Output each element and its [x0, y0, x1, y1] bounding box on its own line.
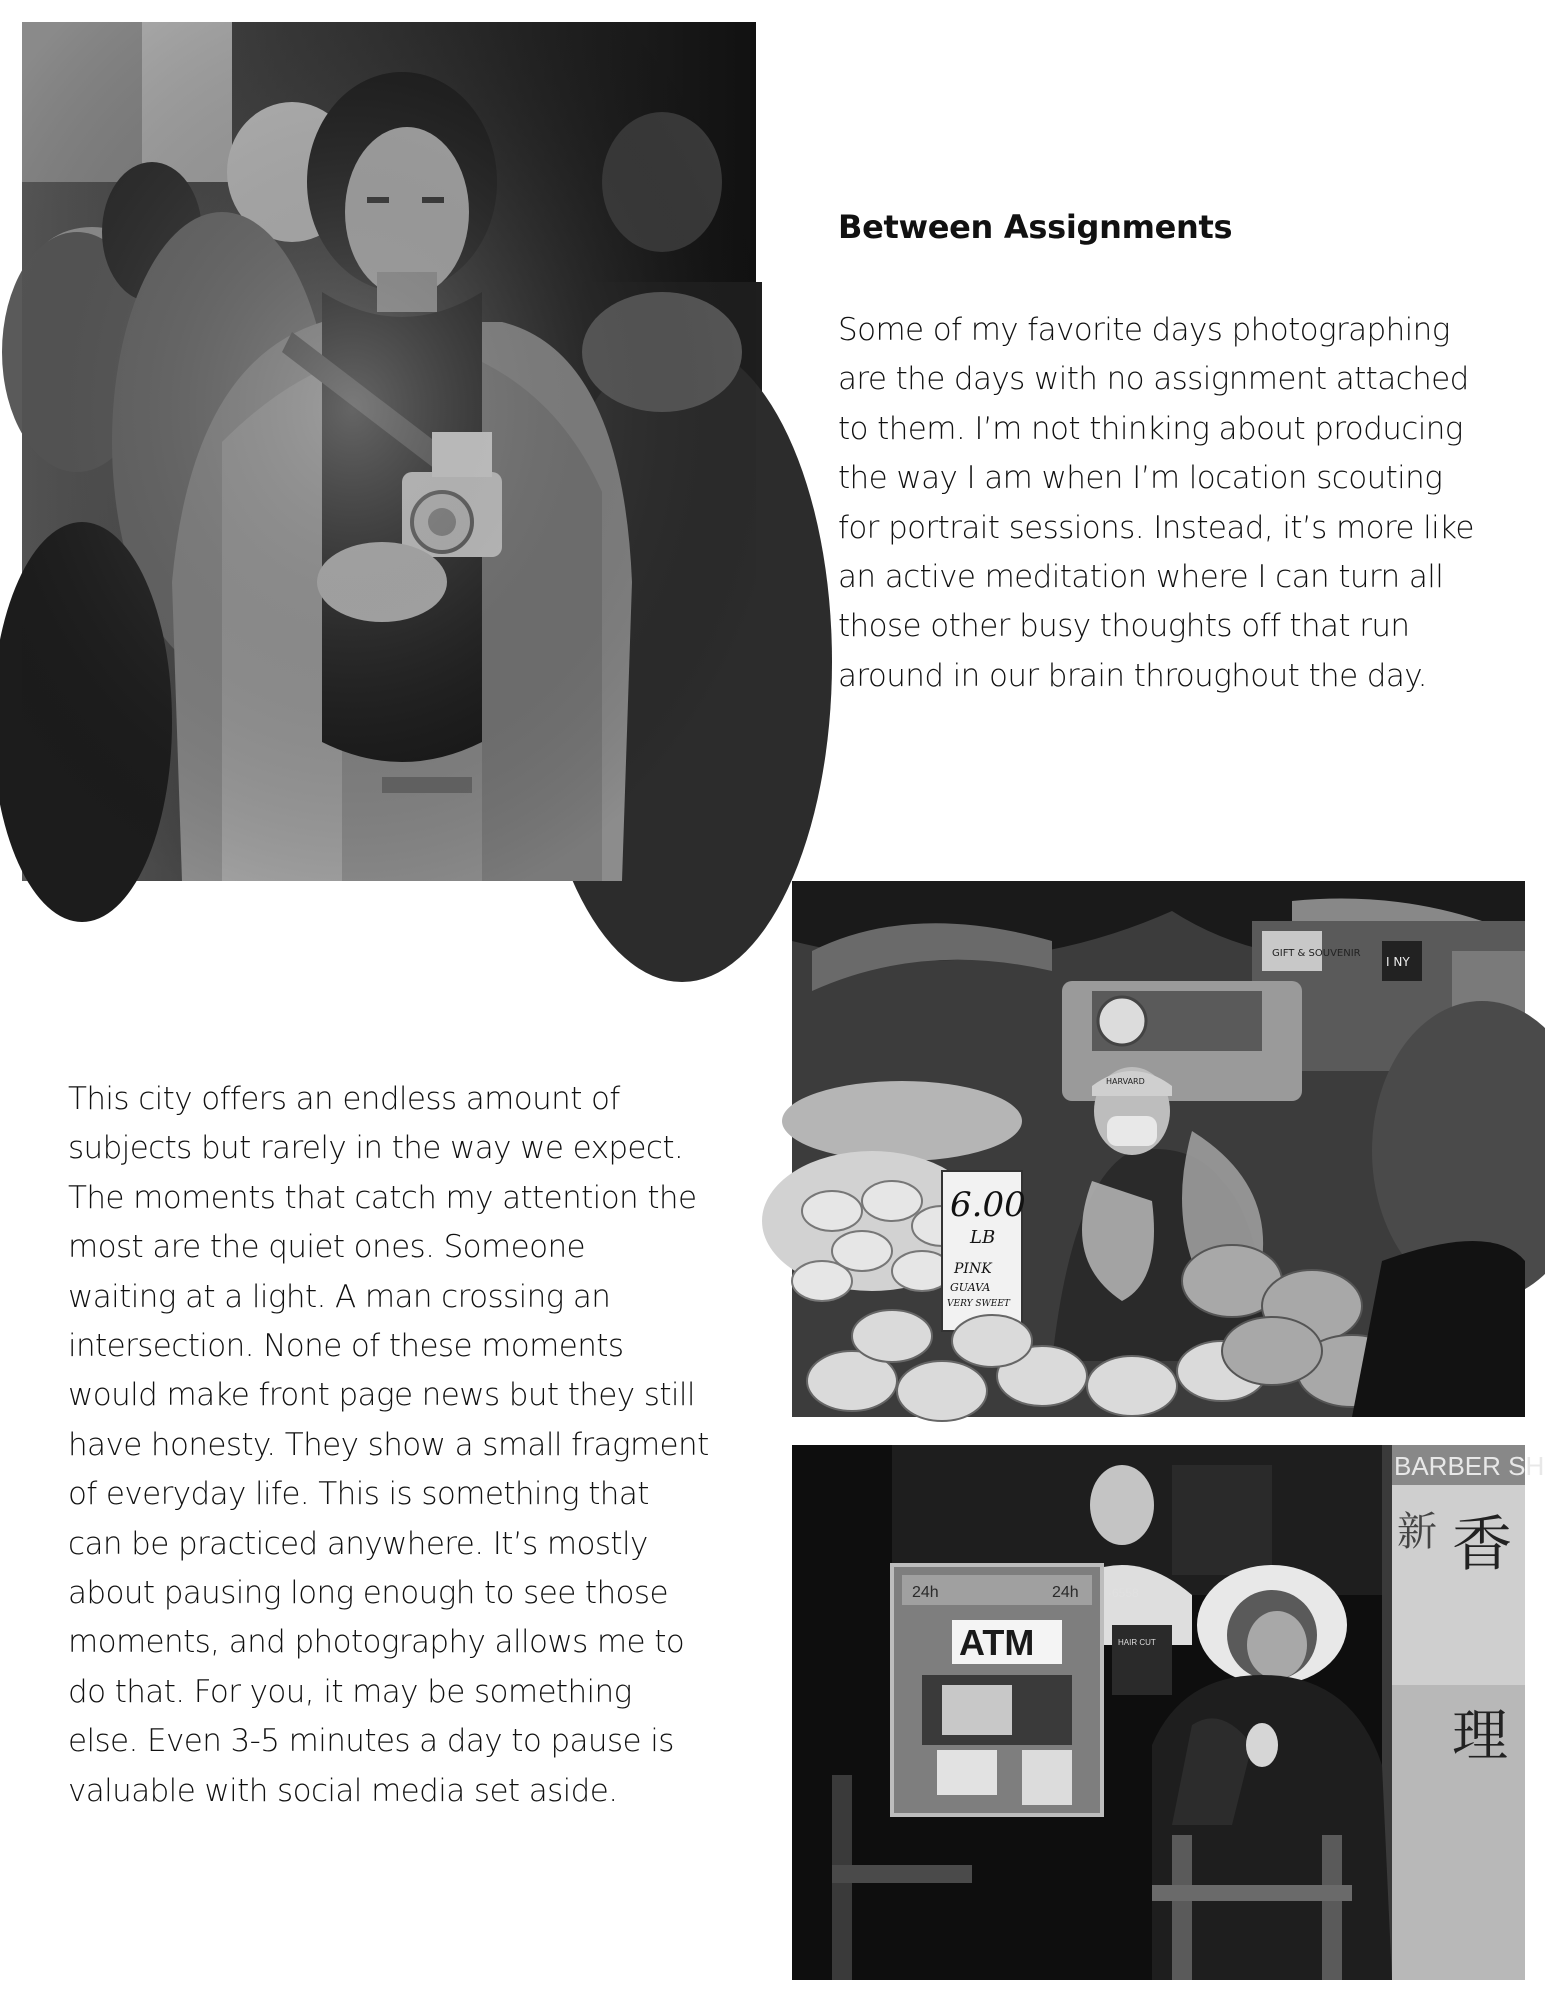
haircut-sign-text: HAIR CUT [1118, 1638, 1156, 1647]
paragraph-line: Some of my favorite days photographing [838, 312, 1450, 348]
paragraph-line: intersection. None of these moments [68, 1328, 624, 1365]
paragraph-line: valuable with social media set aside. [68, 1772, 618, 1809]
article-heading: Between Assignments [838, 208, 1233, 246]
paragraph-line: the way I am when I’m location scouting [838, 460, 1443, 497]
market-photo-graphic [792, 881, 1525, 1417]
barber-sign-text: BARBER SH [1394, 1451, 1545, 1481]
photo-portrait [22, 22, 756, 881]
paragraph-line: would make front page news but they still [68, 1377, 695, 1414]
portrait-photo-graphic [22, 22, 756, 881]
paragraph-line: to them. I’m not thinking about producing [838, 410, 1463, 447]
price-unit-text: LB [970, 1227, 996, 1248]
atm-label-text: ATM [959, 1622, 1035, 1663]
paragraph-line: an active meditation where I can turn all [838, 559, 1444, 596]
sign-pink-text: PINK [954, 1261, 992, 1277]
phone-fragment: -6558 [1108, 1586, 1139, 1600]
paragraph-line: about pausing long enough to see those [68, 1575, 668, 1612]
hanzi-2-text: 理 [1452, 1704, 1508, 1769]
atm-photo-graphic [792, 1445, 1545, 1980]
paragraph-line: most are the quiet ones. Someone [68, 1229, 586, 1266]
paragraph-line: are the days with no assignment attached [838, 361, 1469, 398]
paragraph-line: moments, and photography allows me to [68, 1624, 685, 1661]
atm-hours-left: 24h [912, 1584, 939, 1601]
paragraph-line: have honesty. They show a small fragment [68, 1426, 709, 1463]
hanzi-1-text: 香 [1452, 1510, 1512, 1580]
price-sign-text: 6.00 [950, 1185, 1026, 1225]
paragraph-line: else. Even 3-5 minutes a day to pause is [68, 1723, 674, 1760]
paragraph-line: waiting at a light. A man crossing an [68, 1278, 611, 1315]
photo-market-vendor [792, 881, 1525, 1417]
main-paragraph [68, 1075, 768, 1816]
cap-text: HARVARD [1106, 1077, 1145, 1086]
paragraph-line: do that. For you, it may be something [68, 1673, 632, 1710]
sign-guava-text: GUAVA [950, 1281, 991, 1294]
paragraph-line: This city offers an endless amount of [68, 1081, 620, 1117]
ny-sign-text: I NY [1386, 955, 1410, 969]
sign-very-sweet-text: VERY SWEET [947, 1299, 1010, 1309]
atm-hours-right: 24h [1052, 1584, 1079, 1601]
shop-sign-text: GIFT & SOUVENIR [1272, 948, 1361, 959]
intro-paragraph [838, 306, 1518, 701]
paragraph-line: of everyday life. This is something that [68, 1476, 649, 1513]
paragraph-line: can be practiced anywhere. It’s mostly [68, 1525, 648, 1562]
paragraph-line: subjects but rarely in the way we expect. [68, 1130, 684, 1167]
hanzi-3-text: 新 [1397, 1509, 1437, 1555]
paragraph-line: The moments that catch my attention the [68, 1179, 697, 1216]
paragraph-line: those other busy thoughts off that run [838, 608, 1410, 645]
photo-atm-street [792, 1445, 1545, 1980]
paragraph-line: around in our brain throughout the day. [838, 657, 1427, 694]
paragraph-line: for portrait sessions. Instead, it’s more like [838, 509, 1474, 546]
